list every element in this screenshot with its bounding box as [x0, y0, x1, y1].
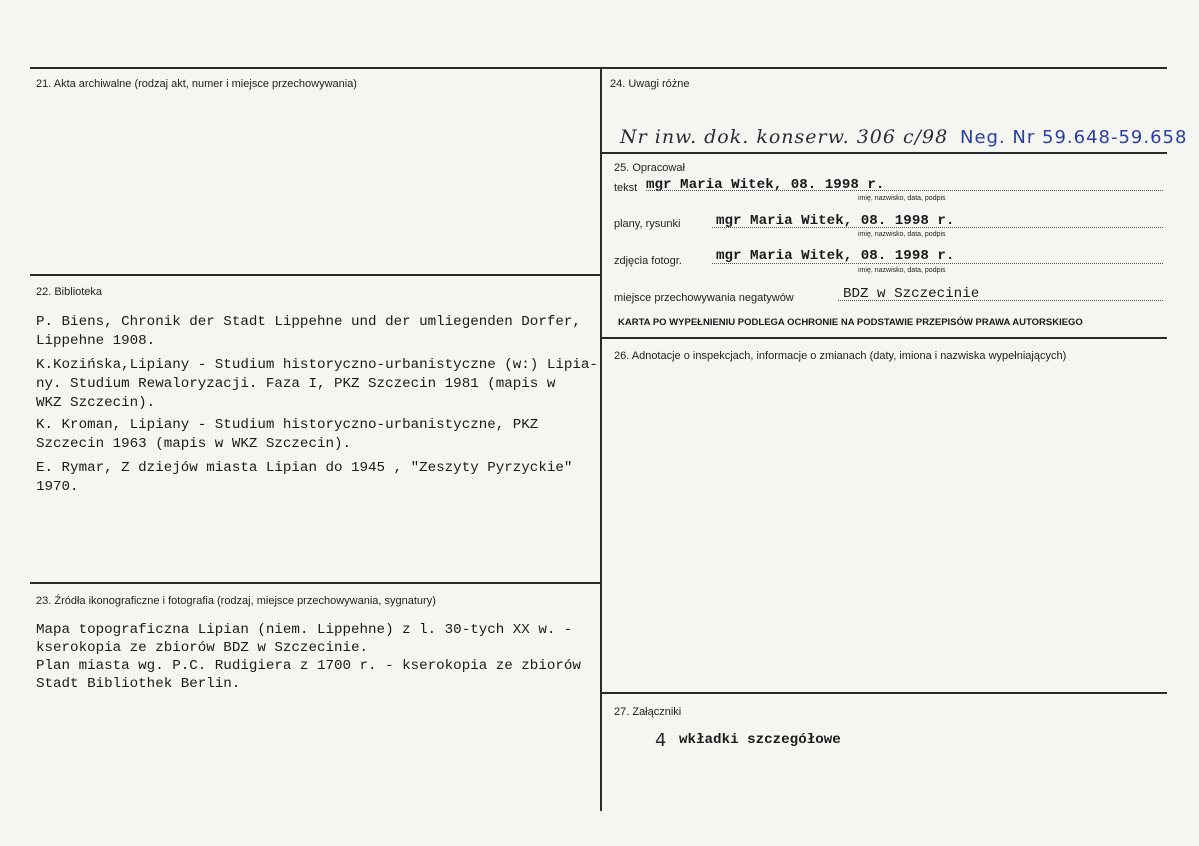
- negatywy-label: miejsce przechowywania negatywów: [614, 292, 794, 304]
- attachments-count: 4: [655, 730, 668, 751]
- tekst-value: mgr Maria Witek, 08. 1998 r.: [646, 177, 885, 193]
- section-27-label: 27. Załączniki: [614, 706, 682, 718]
- zdjecia-value: mgr Maria Witek, 08. 1998 r.: [716, 248, 955, 264]
- tekst-label: tekst: [614, 182, 638, 194]
- copyright-notice: KARTA PO WYPEŁNIENIU PODLEGA OCHRONIE NA PODSTAWIE PRZEPISÓW PRAWA AUTORSKIEGO: [618, 317, 1083, 328]
- zdjecia-dotted-line: [712, 263, 1163, 264]
- plany-caption: imię, nazwisko, data, podpis: [858, 231, 946, 238]
- rule-25-26: [601, 337, 1167, 339]
- iconography-text: Mapa topograficzna Lipian (niem. Lippehne) z l. 30-tych XX w. - kserokopia ze zbiorów BDZ w Szczecinie. Plan miasta wg. P.C. Rudigiera z 1700 r. - kserokopia ze zbiorów Stadt Bibliothek Berlin.: [36, 622, 581, 692]
- center-divider: [600, 67, 602, 811]
- section-22-label: 22. Biblioteka: [36, 286, 103, 298]
- negatywy-dotted-line: [838, 300, 1163, 301]
- bibliography-entry-4: E. Rymar, Z dziejów miasta Lipian do 1945 , "Zeszyty Pyrzyckie" 1970.: [36, 460, 573, 495]
- plany-dotted-line: [712, 227, 1163, 228]
- section-25-label: 25. Opracował: [614, 162, 685, 174]
- zdjecia-caption: imię, nazwisko, data, podpis: [858, 267, 946, 274]
- rule-21-22: [30, 274, 601, 276]
- section-21-label: 21. Akta archiwalne (rodzaj akt, numer i miejsce przechowywania): [36, 78, 357, 90]
- attachments-text: wkładki szczegółowe: [679, 732, 841, 748]
- plany-value: mgr Maria Witek, 08. 1998 r.: [716, 213, 955, 229]
- rule-26-27: [601, 692, 1167, 694]
- plany-label: plany, rysunki: [614, 218, 681, 230]
- bibliography-entry-3: K. Kroman, Lipiany - Studium historyczno-urbanistyczne, PKZ Szczecin 1963 (mapis w WKZ Szczecin).: [36, 417, 539, 452]
- handwritten-inventory-note: Nr inw. dok. konserw. 306 c/98: [620, 126, 949, 148]
- handwritten-negative-register: Neg. Nr 59.648-59.658: [960, 127, 1188, 148]
- section-24-label: 24. Uwagi różne: [610, 78, 690, 90]
- section-23-label: 23. Źródła ikonograficzne i fotografia (rodzaj, miejsce przechowywania, sygnatury): [36, 595, 436, 607]
- zdjecia-label: zdjęcia fotogr.: [614, 255, 682, 267]
- top-rule: [30, 67, 1167, 69]
- bibliography-entry-2: K.Kozińska,Lipiany - Studium historyczno-urbanistyczne (w:) Lipia- ny. Studium Rewaloryzacji. Faza I, PKZ Szczecin 1981 (mapis w WKZ Szczecin).: [36, 357, 598, 411]
- rule-24-25: [601, 152, 1167, 154]
- rule-22-23: [30, 582, 601, 584]
- negatywy-value: BDZ w Szczecinie: [843, 286, 980, 302]
- section-26-label: 26. Adnotacje o inspekcjach, informacje o zmianach (daty, imiona i nazwiska wypełniających): [614, 350, 1067, 362]
- tekst-dotted-line: [646, 190, 1163, 191]
- bibliography-entry-1: P. Biens, Chronik der Stadt Lippehne und der umliegenden Dorfer, Lippehne 1908.: [36, 314, 581, 349]
- tekst-caption: imię, nazwisko, data, podpis: [858, 195, 946, 202]
